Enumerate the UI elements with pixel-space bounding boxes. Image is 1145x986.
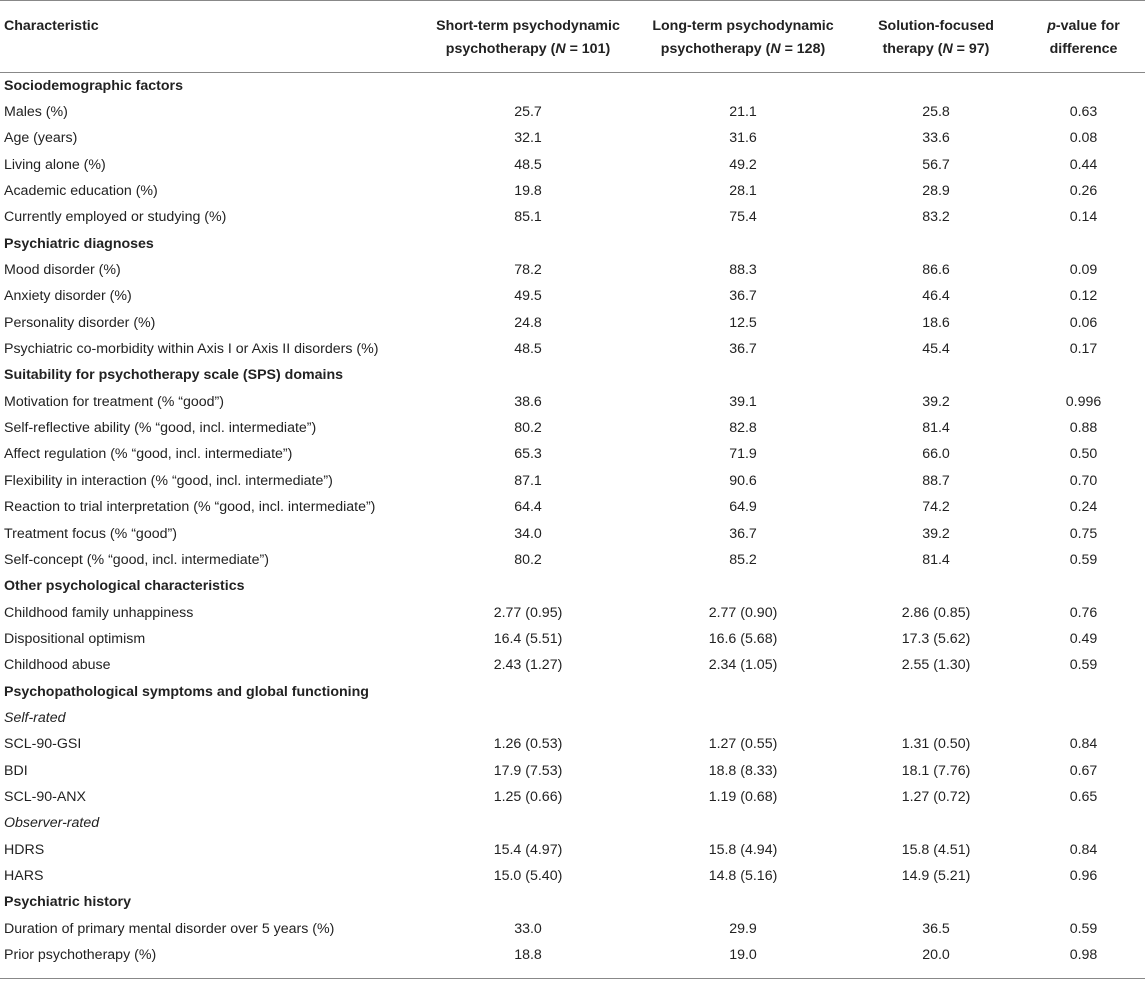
section-header-row [0, 73, 1145, 99]
cell-p-value [1022, 678, 1145, 704]
row-label: Living alone (%) [4, 156, 106, 173]
table-row [0, 916, 1145, 942]
cell-p-value [1022, 231, 1145, 257]
cell-solution-focused: 81.4 [922, 420, 950, 437]
row-label: Suitability for psychotherapy scale (SPS) domains [4, 367, 344, 384]
cell-short-term: 80.2 [514, 551, 542, 568]
cell-solution-focused [850, 231, 1022, 257]
cell-long-term: 21.1 [729, 104, 757, 121]
cell-long-term [636, 678, 850, 704]
row-label: Self-concept (% “good, incl. intermediate”) [4, 551, 269, 568]
cell-short-term: 25.7 [514, 104, 542, 121]
cell-solution-focused [850, 362, 1022, 388]
cell-long-term: 29.9 [729, 920, 757, 937]
cell-p-value: 0.14 [1069, 209, 1098, 226]
row-label: Age (years) [4, 130, 78, 147]
cell-p-value: 0.75 [1069, 525, 1098, 542]
header-long-term-line1: Long-term psychodynamic [652, 18, 834, 34]
cell-short-term: 49.5 [514, 288, 542, 305]
cell-short-term: 80.2 [514, 420, 542, 437]
cell-p-value: 0.06 [1069, 314, 1098, 331]
cell-short-term: 15.0 (5.40) [493, 867, 563, 884]
cell-short-term [420, 362, 636, 388]
header-solution-focused-line1: Solution-focused [878, 18, 994, 34]
table-row [0, 204, 1145, 230]
row-label: Males (%) [4, 104, 68, 121]
cell-long-term: 2.34 (1.05) [708, 657, 778, 674]
cell-p-value: 0.49 [1069, 630, 1098, 647]
cell-long-term: 16.6 (5.68) [708, 630, 778, 647]
cell-solution-focused: 39.2 [922, 525, 950, 542]
cell-solution-focused: 1.31 (0.50) [901, 736, 971, 753]
cell-long-term: 71.9 [729, 446, 757, 463]
cell-long-term: 49.2 [729, 156, 757, 173]
cell-solution-focused [850, 705, 1022, 731]
cell-p-value: 0.63 [1069, 104, 1098, 121]
table-row [0, 283, 1145, 309]
row-label: Observer-rated [4, 815, 100, 832]
header-solution-focused-post: = 97) [952, 41, 990, 57]
cell-p-value: 0.65 [1069, 788, 1098, 805]
row-label: Sociodemographic factors [4, 77, 183, 94]
cell-solution-focused: 88.7 [922, 472, 950, 489]
cell-short-term: 15.4 (4.97) [493, 841, 563, 858]
table-row [0, 125, 1145, 151]
cell-long-term: 85.2 [729, 551, 757, 568]
cell-p-value: 0.17 [1069, 341, 1098, 358]
table-row [0, 99, 1145, 125]
table-row [0, 520, 1145, 546]
cell-short-term: 85.1 [514, 209, 542, 226]
table-body [0, 73, 1145, 979]
cell-long-term [636, 889, 850, 915]
cell-short-term: 87.1 [514, 472, 542, 489]
header-solution-focused-pre: therapy ( [882, 41, 943, 57]
section-header-row [0, 889, 1145, 915]
cell-solution-focused: 81.4 [922, 551, 950, 568]
header-p-line2: difference [1049, 41, 1118, 57]
table-row [0, 836, 1145, 862]
cell-long-term: 88.3 [729, 262, 757, 279]
cell-p-value: 0.996 [1065, 393, 1102, 410]
cell-p-value: 0.76 [1069, 604, 1098, 621]
cell-long-term: 18.8 (8.33) [708, 762, 778, 779]
cell-long-term [636, 73, 850, 99]
cell-long-term [636, 573, 850, 599]
cell-long-term: 64.9 [729, 499, 757, 516]
cell-short-term: 33.0 [514, 920, 542, 937]
table-bottom-rule [0, 968, 1145, 978]
cell-solution-focused [850, 573, 1022, 599]
cell-long-term: 36.7 [729, 288, 757, 305]
cell-short-term: 1.25 (0.66) [493, 788, 563, 805]
header-solution-focused-n: N [942, 41, 953, 57]
cell-solution-focused [850, 889, 1022, 915]
table-row [0, 626, 1145, 652]
cell-short-term: 19.8 [514, 183, 542, 200]
cell-long-term [636, 231, 850, 257]
table-row [0, 757, 1145, 783]
cell-short-term: 24.8 [514, 314, 542, 331]
table-row [0, 494, 1145, 520]
header-short-term-line1: Short-term psychodynamic [436, 18, 620, 34]
cell-p-value [1022, 362, 1145, 388]
cell-solution-focused: 28.9 [922, 183, 950, 200]
cell-long-term: 12.5 [729, 314, 757, 331]
bottom-rule-cell [0, 968, 1145, 978]
cell-long-term: 90.6 [729, 472, 757, 489]
header-short-term-post: = 101) [565, 41, 611, 57]
cell-short-term: 2.77 (0.95) [493, 604, 563, 621]
row-label: Affect regulation (% “good, incl. intermediate”) [4, 446, 293, 463]
cell-p-value: 0.59 [1069, 551, 1098, 568]
table-header [0, 1, 1145, 73]
cell-p-value: 0.88 [1069, 420, 1098, 437]
cell-long-term [636, 810, 850, 836]
header-long-term [636, 1, 850, 73]
header-p-value [1022, 1, 1145, 73]
table-row [0, 178, 1145, 204]
cell-long-term: 1.19 (0.68) [708, 788, 778, 805]
cell-p-value: 0.26 [1069, 183, 1098, 200]
cell-long-term: 31.6 [729, 130, 757, 147]
cell-long-term: 82.8 [729, 420, 757, 437]
table-row [0, 310, 1145, 336]
cell-long-term: 19.0 [729, 947, 757, 964]
cell-short-term: 16.4 (5.51) [493, 630, 563, 647]
table-row [0, 652, 1145, 678]
cell-solution-focused: 25.8 [922, 104, 950, 121]
cell-long-term: 28.1 [729, 183, 757, 200]
row-label: Currently employed or studying (%) [4, 209, 227, 226]
row-label: Motivation for treatment (% “good”) [4, 393, 224, 410]
cell-p-value: 0.84 [1069, 736, 1098, 753]
table-row [0, 441, 1145, 467]
cell-p-value [1022, 573, 1145, 599]
cell-solution-focused: 74.2 [922, 499, 950, 516]
cell-solution-focused: 2.55 (1.30) [901, 657, 971, 674]
section-header-row [0, 573, 1145, 599]
row-label: Psychiatric diagnoses [4, 235, 154, 252]
header-solution-focused [850, 1, 1022, 73]
cell-p-value: 0.70 [1069, 472, 1098, 489]
cell-solution-focused [850, 73, 1022, 99]
section-header-row [0, 231, 1145, 257]
cell-short-term: 17.9 (7.53) [493, 762, 563, 779]
row-label: Psychiatric history [4, 894, 131, 911]
table-row [0, 547, 1145, 573]
cell-solution-focused: 17.3 (5.62) [901, 630, 971, 647]
cell-solution-focused: 39.2 [922, 393, 950, 410]
cell-solution-focused: 15.8 (4.51) [901, 841, 971, 858]
cell-long-term: 2.77 (0.90) [708, 604, 778, 621]
cell-solution-focused: 66.0 [922, 446, 950, 463]
cell-p-value [1022, 705, 1145, 731]
cell-short-term: 48.5 [514, 156, 542, 173]
cell-long-term [636, 705, 850, 731]
cell-solution-focused: 46.4 [922, 288, 950, 305]
cell-short-term: 78.2 [514, 262, 542, 279]
cell-solution-focused: 14.9 (5.21) [901, 867, 971, 884]
cell-short-term [420, 810, 636, 836]
row-label: Academic education (%) [4, 183, 158, 200]
row-label: BDI [4, 762, 28, 779]
row-label: Reaction to trial interpretation (% “good, incl. intermediate”) [4, 499, 376, 516]
cell-p-value: 0.12 [1069, 288, 1098, 305]
cell-solution-focused: 2.86 (0.85) [901, 604, 971, 621]
row-label: SCL-90-ANX [4, 788, 87, 805]
header-p-line1: -value for [1055, 18, 1120, 34]
row-label: Personality disorder (%) [4, 314, 156, 331]
header-long-term-pre: psychotherapy ( [660, 41, 771, 57]
row-label: Psychopathological symptoms and global functioning [4, 683, 369, 700]
table-row [0, 415, 1145, 441]
row-label: HDRS [4, 841, 45, 858]
cell-short-term: 38.6 [514, 393, 542, 410]
cell-long-term [636, 362, 850, 388]
cell-solution-focused: 1.27 (0.72) [901, 788, 971, 805]
cell-short-term [420, 705, 636, 731]
row-label: SCL-90-GSI [4, 736, 82, 753]
row-label: Prior psychotherapy (%) [4, 947, 157, 964]
cell-solution-focused: 45.4 [922, 341, 950, 358]
cell-short-term: 18.8 [514, 947, 542, 964]
cell-solution-focused [850, 678, 1022, 704]
cell-long-term: 36.7 [729, 341, 757, 358]
cell-p-value: 0.96 [1069, 867, 1098, 884]
cell-solution-focused: 18.6 [922, 314, 950, 331]
cell-p-value: 0.98 [1069, 947, 1098, 964]
cell-short-term: 32.1 [514, 130, 542, 147]
header-characteristic: Characteristic [0, 1, 420, 73]
subsection-row [0, 810, 1145, 836]
cell-short-term [420, 678, 636, 704]
row-label: Anxiety disorder (%) [4, 288, 132, 305]
row-label: HARS [4, 867, 44, 884]
cell-solution-focused [850, 810, 1022, 836]
cell-p-value: 0.44 [1069, 156, 1098, 173]
row-label: Self-reflective ability (% “good, incl. intermediate”) [4, 420, 317, 437]
subsection-row [0, 705, 1145, 731]
section-header-row [0, 678, 1145, 704]
cell-p-value: 0.59 [1069, 920, 1098, 937]
row-label: Dispositional optimism [4, 630, 146, 647]
cell-solution-focused: 20.0 [922, 947, 950, 964]
cell-solution-focused: 83.2 [922, 209, 950, 226]
table-row [0, 468, 1145, 494]
header-short-term [420, 1, 636, 73]
table-row [0, 152, 1145, 178]
header-row [0, 1, 1145, 73]
row-label: Treatment focus (% “good”) [4, 525, 177, 542]
cell-short-term: 48.5 [514, 341, 542, 358]
header-short-term-pre: psychotherapy ( [445, 41, 556, 57]
cell-long-term: 39.1 [729, 393, 757, 410]
row-label: Self-rated [4, 709, 66, 726]
row-label: Psychiatric co-morbidity within Axis I or Axis II disorders (%) [4, 341, 379, 358]
cell-long-term: 15.8 (4.94) [708, 841, 778, 858]
table-row [0, 784, 1145, 810]
cell-p-value [1022, 73, 1145, 99]
cell-solution-focused: 36.5 [922, 920, 950, 937]
cell-short-term: 2.43 (1.27) [493, 657, 563, 674]
row-label: Mood disorder (%) [4, 262, 121, 279]
cell-short-term [420, 573, 636, 599]
table-row [0, 389, 1145, 415]
cell-solution-focused: 18.1 (7.76) [901, 762, 971, 779]
cell-solution-focused: 86.6 [922, 262, 950, 279]
table-row [0, 599, 1145, 625]
cell-p-value: 0.50 [1069, 446, 1098, 463]
row-label: Other psychological characteristics [4, 578, 245, 595]
cell-p-value: 0.09 [1069, 262, 1098, 279]
cell-short-term [420, 889, 636, 915]
row-label: Flexibility in interaction (% “good, incl. intermediate”) [4, 472, 333, 489]
cell-p-value [1022, 889, 1145, 915]
cell-short-term: 34.0 [514, 525, 542, 542]
header-long-term-post: = 128) [780, 41, 826, 57]
table-row [0, 257, 1145, 283]
cell-p-value: 0.59 [1069, 657, 1098, 674]
cell-short-term: 65.3 [514, 446, 542, 463]
cell-short-term: 64.4 [514, 499, 542, 516]
cell-short-term: 1.26 (0.53) [493, 736, 563, 753]
header-p-letter: p [1047, 18, 1056, 34]
table-row [0, 942, 1145, 968]
row-label: Childhood abuse [4, 657, 111, 674]
header-short-term-n: N [555, 41, 566, 57]
header-long-term-n: N [770, 41, 781, 57]
cell-p-value: 0.67 [1069, 762, 1098, 779]
table-row [0, 863, 1145, 889]
cell-solution-focused: 56.7 [922, 156, 950, 173]
cell-p-value: 0.08 [1069, 130, 1098, 147]
table-row [0, 731, 1145, 757]
cell-p-value [1022, 810, 1145, 836]
section-header-row [0, 362, 1145, 388]
cell-long-term: 75.4 [729, 209, 757, 226]
cell-short-term [420, 231, 636, 257]
row-label: Duration of primary mental disorder over 5 years (%) [4, 920, 335, 937]
cell-long-term: 1.27 (0.55) [708, 736, 778, 753]
cell-short-term [420, 73, 636, 99]
table-row [0, 336, 1145, 362]
cell-p-value: 0.24 [1069, 499, 1098, 516]
cell-long-term: 36.7 [729, 525, 757, 542]
cell-long-term: 14.8 (5.16) [708, 867, 778, 884]
cell-p-value: 0.84 [1069, 841, 1098, 858]
row-label: Childhood family unhappiness [4, 604, 194, 621]
cell-solution-focused: 33.6 [922, 130, 950, 147]
